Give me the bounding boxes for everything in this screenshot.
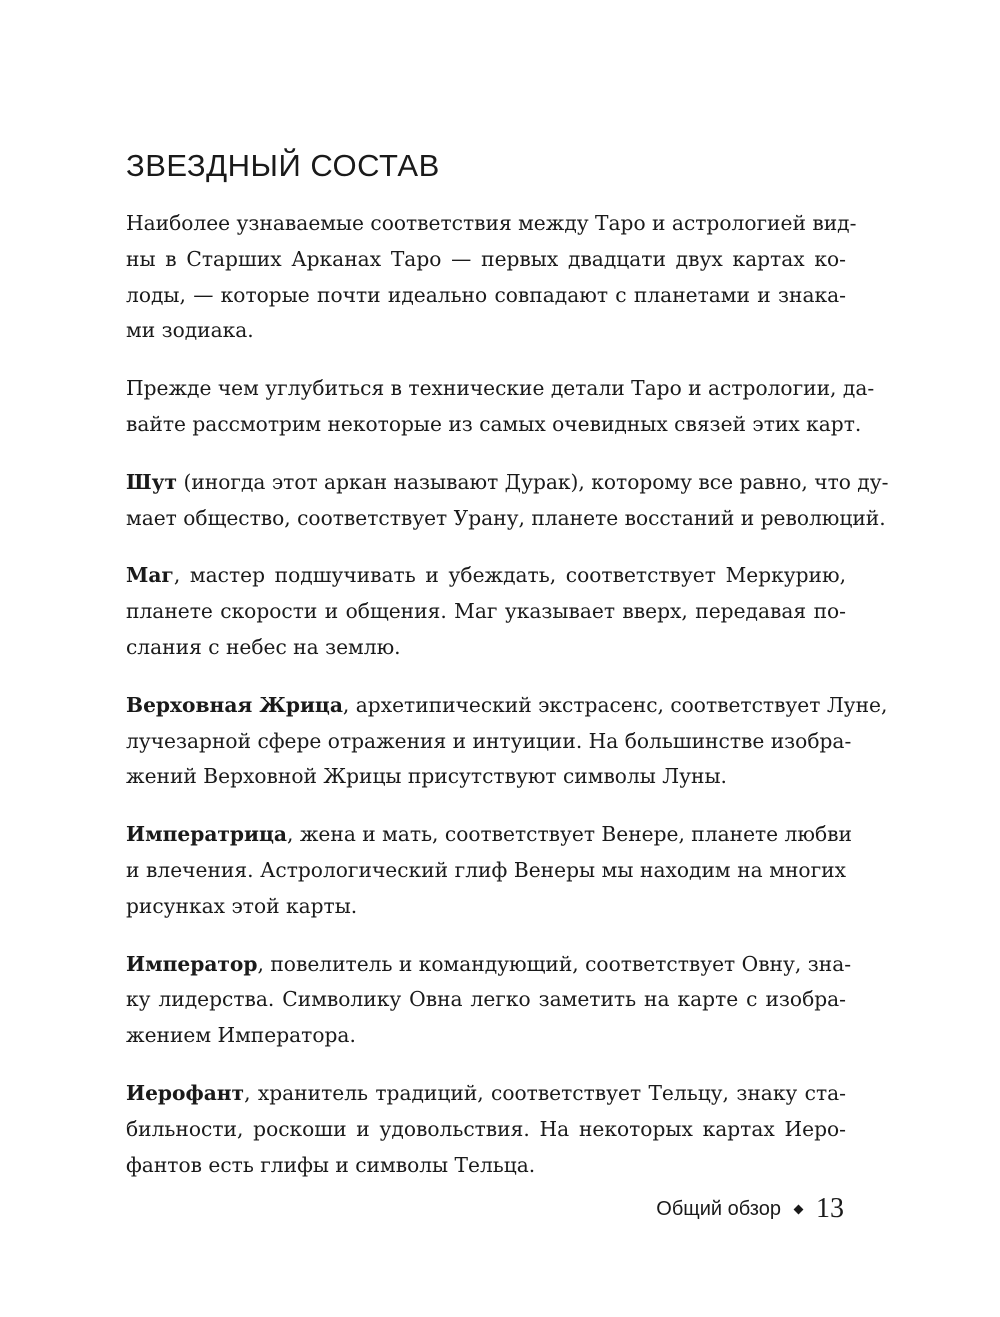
text-line (126, 1076, 846, 1112)
text-line: лоды, — которые почти идеально совпадают с планетами и знака- (126, 282, 846, 307)
text-line: и влечения. Астрологический глиф Венеры мы находим на многих (126, 857, 846, 882)
text-line: бильности, роскоши и удовольствия. На некоторых картах Иеро- (126, 1116, 846, 1141)
text-run: , архетипический экстрасенс, соответствует Луне, (342, 692, 888, 717)
text-line: ку лидерства. Символику Овна легко заметить на карте с изобра- (126, 987, 846, 1012)
text-line (126, 817, 852, 853)
paragraph-fool (126, 465, 889, 537)
text-line: мает общество, соответствует Урану, планете восстаний и революций. (126, 505, 886, 530)
text-line: жений Верховной Жрицы присутствуют символы Луны. (126, 764, 727, 789)
paragraph-magician (126, 558, 846, 665)
text-run: , повелитель и командующий, соответствует Овну, зна- (257, 951, 852, 976)
page-footer (656, 1189, 844, 1229)
text-line: лучезарной сфере отражения и интуиции. На большинстве изобра- (126, 728, 852, 753)
text-line: Прежде чем углубиться в технические детали Таро и астрологии, да- (126, 376, 875, 401)
text-line: планете скорости и общения. Маг указывает вверх, передавая по- (126, 599, 846, 624)
body-text (126, 206, 889, 1205)
text-line: вайте рассмотрим некоторые из самых очевидных связей этих карт. (126, 411, 862, 436)
card-term-emperor: Император (126, 951, 258, 976)
text-line (126, 558, 846, 594)
card-term-empress: Императрица (126, 822, 288, 847)
text-run: , мастер подшучивать и убеждать, соответствует Меркурию, (173, 563, 846, 588)
text-line (126, 465, 889, 501)
card-term-hierophant: Иерофант (126, 1080, 245, 1105)
text-run: , жена и мать, соответствует Венере, планете любви (287, 822, 852, 847)
text-line: слания с небес на землю. (126, 634, 401, 659)
text-run: , хранитель традиций, соответствует Тельцу, знаку ста- (244, 1080, 846, 1105)
page-number: 13 (816, 1193, 844, 1224)
card-term-magician: Маг (126, 563, 174, 588)
text-line: Наиболее узнаваемые соответствия между Таро и астрологией вид- (126, 211, 857, 235)
paragraph-hierophant (126, 1076, 846, 1183)
card-term-high-priestess: Верховная Жрица (126, 692, 343, 717)
text-line: жением Императора. (126, 1023, 356, 1048)
text-line: ны в Старших Арканах Таро — первых двадцати двух картах ко- (126, 246, 846, 271)
paragraph-emperor (126, 947, 852, 1054)
paragraph-high-priestess (126, 688, 888, 795)
paragraph-lead (126, 371, 875, 443)
text-line (126, 688, 888, 724)
text-line: фантов есть глифы и символы Тельца. (126, 1152, 536, 1177)
text-line: рисунках этой карты. (126, 893, 358, 918)
text-run: (иногда этот аркан называют Дурак), которому все равно, что ду- (177, 469, 889, 494)
text-line (126, 947, 852, 983)
card-term-fool: Шут (126, 469, 178, 494)
running-footer-title: Общий обзор (656, 1197, 781, 1220)
paragraph-empress (126, 817, 852, 924)
paragraph-intro (126, 206, 857, 349)
page-title: ЗВЕЗДНЫЙ СОСТАВ (126, 148, 440, 183)
bullet-separator-icon (794, 1204, 804, 1214)
text-line: ми зодиака. (126, 318, 254, 343)
